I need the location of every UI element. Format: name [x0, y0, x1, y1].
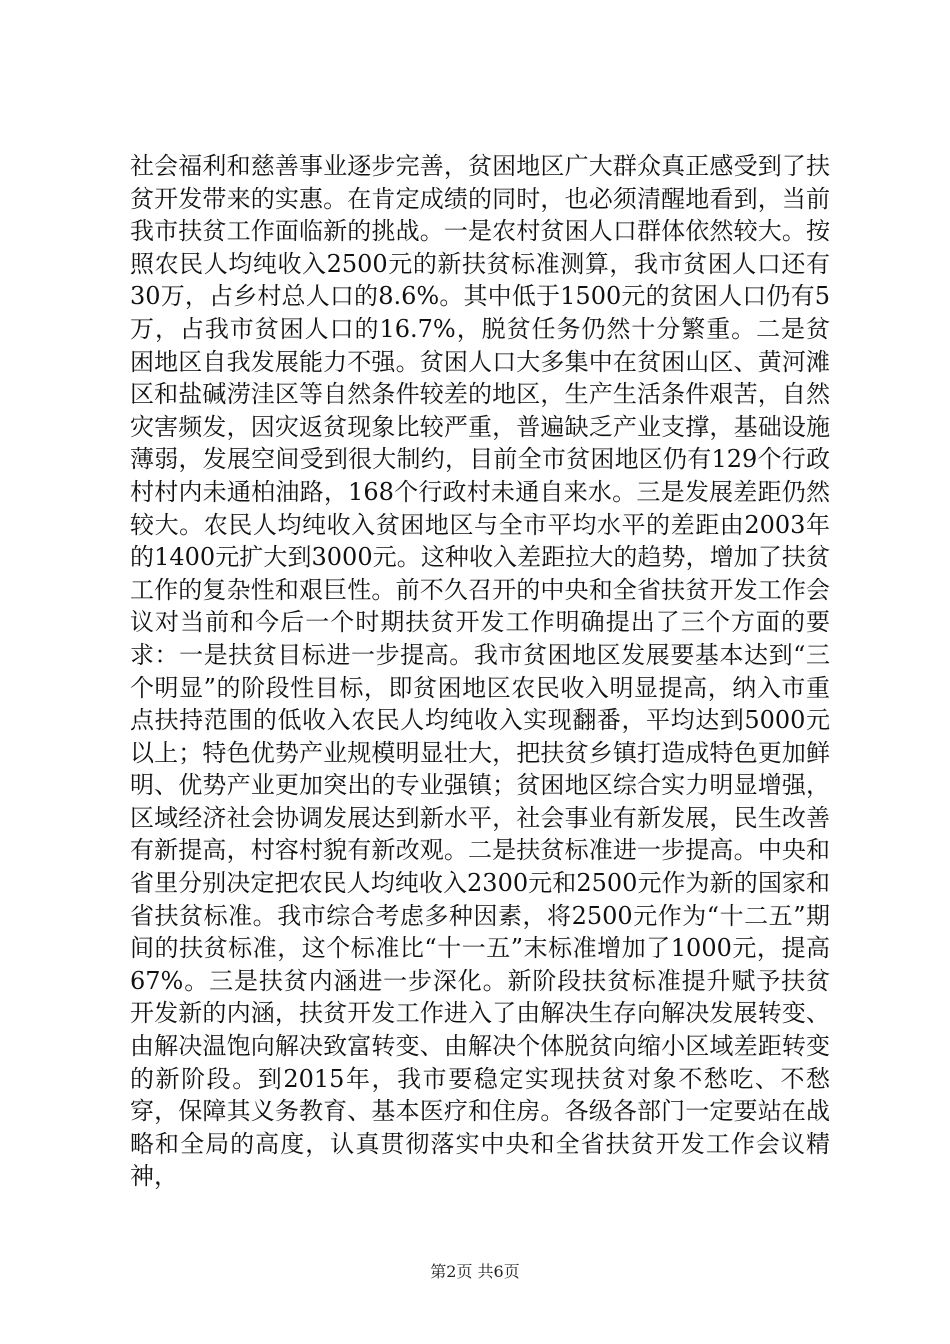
page-number-footer: 第2页 共6页: [430, 1262, 520, 1281]
body-paragraph: 社会福利和慈善事业逐步完善，贫困地区广大群众真正感受到了扶贫开发带来的实惠。在肯定成绩的同时，也必须清醒地看到，当前我市扶贫工作面临新的挑战。一是农村贫困人口群体依然较大。按照农民人均纯收入2500元的新扶贫标准测算，我市贫困人口还有30万，占乡村总人口的8.6%。其中低于1500元的贫困人口仍有5万，占我市贫困人口的16.7%，脱贫任务仍然十分繁重。二是贫困地区自我发展能力不强。贫困人口大多集中在贫困山区、黄河滩区和盐碱涝洼区等自然条件较差的地区，生产生活条件艰苦，自然灾害频发，因灾返贫现象比较严重，普遍缺乏产业支撑，基础设施薄弱，发展空间受到很大制约，目前全市贫困地区仍有129个行政村村内未通柏油路，168个行政村未通自来水。三是发展差距仍然较大。农民人均纯收入贫困地区与全市平均水平的差距由2003年的1400元扩大到3000元。这种收入差距拉大的趋势，增加了扶贫工作的复杂性和艰巨性。前不久召开的中央和全省扶贫开发工作会议对当前和今后一个时期扶贫开发工作明确提出了三个方面的要求：一是扶贫目标进一步提高。我市贫困地区发展要基本达到“三个明显”的阶段性目标，即贫困地区农民收入明显提高，纳入市重点扶持范围的低收入农民人均纯收入实现翻番，平均达到5000元以上；特色优势产业规模明显壮大，把扶贫乡镇打造成特色更加鲜明、优势产业更加突出的专业强镇；贫困地区综合实力明显增强，区域经济社会协调发展达到新水平，社会事业有新发展，民生改善有新提高，村容村貌有新改观。二是扶贫标准进一步提高。中央和省里分别决定把农民人均纯收入2300元和2500元作为新的国家和省扶贫标准。我市综合考虑多种因素，将2500元作为“十二五”期间的扶贫标准，这个标准比“十一五”末标准增加了1000元，提高67%。三是扶贫内涵进一步深化。新阶段扶贫标准提升赋予扶贫开发新的内涵，扶贫开发工作进入了由解决生存向解决发展转变、由解决温饱向解决致富转变、由解决个体脱贫向缩小区域差距转变的新阶段。到2015年，我市要稳定实现扶贫对象不愁吃、不愁穿，保障其义务教育、基本医疗和住房。各级各部门一定要站在战略和全局的高度，认真贯彻落实中央和全省扶贫开发工作会议精神，: [130, 152, 830, 1191]
